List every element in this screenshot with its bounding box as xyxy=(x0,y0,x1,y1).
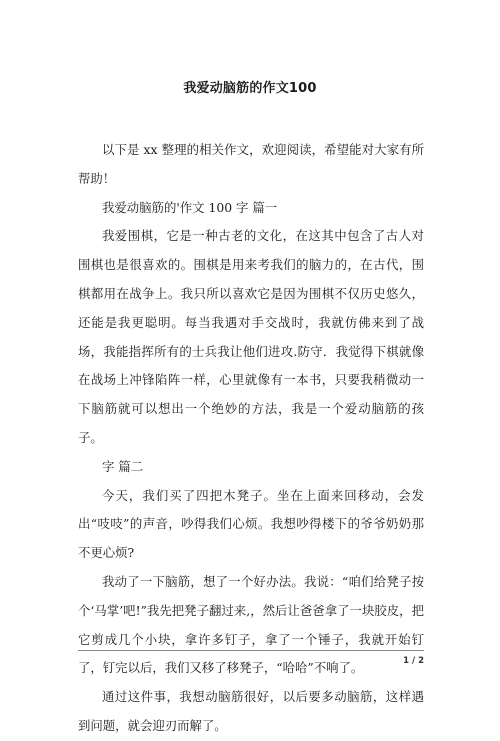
body-paragraph: 我动了一下脑筋，想了一个好办法。我说：“咱们给凳子按个‘马掌’吧!”我先把凳子翻过来,，然后让爸爸拿了一块胶皮，把它剪成几个小块，拿许多钉子，拿了一个锤子，我就开始钉了，钉完以后，我们又移了移凳子，“哈哈”不响了。 xyxy=(78,573,424,676)
body-paragraph: 通过这件事，我想动脑筋很好，以后要多动脑筋，这样遇到问题，就会迎刃而解了。 xyxy=(78,689,424,733)
footer-divider xyxy=(78,650,424,651)
section-heading-two: 字 篇二 xyxy=(102,458,144,474)
intro-paragraph: 以下是 xx 整理的相关作文，欢迎阅读，希望能对大家有所帮助！ xyxy=(78,142,424,186)
body-paragraph: 我爱围棋，它是一种古老的文化，在这其中包含了古人对围棋也是很喜欢的。围棋是用来考我们的脑力的，在古代，围棋都用在战争上。我只所以喜欢它是因为围棋不仅历史悠久，还能是我更聪明。每当我遇对手交战时，我就仿佛来到了战场，我能指挥所有的士兵我让他们进攻.防守．我觉得下棋就像在战场上冲锋陷阵一样，心里就像有一本书，只要我稍微动一下脑筋就可以想出一个绝妙的方法，我是一个爱动脑筋的孩子。 xyxy=(78,228,424,445)
body-paragraph: 今天，我们买了四把木凳子。坐在上面来回移动，会发出“吱吱”的声音，吵得我们心烦。我想吵得楼下的爷爷奶奶那不更心烦? xyxy=(78,487,424,561)
section-heading-one: 我爱动脑筋的'作文 100 字 篇一 xyxy=(102,199,278,215)
page-number: 1 / 2 xyxy=(403,656,424,666)
document-title: 我爱动脑筋的作文100 xyxy=(183,81,317,96)
